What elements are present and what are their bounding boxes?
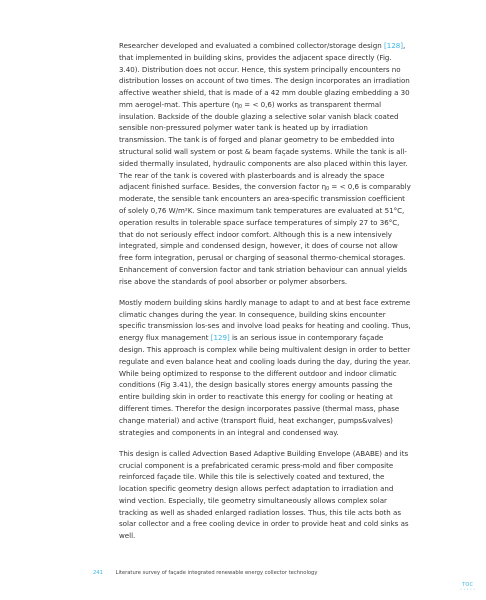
toc-dots: • • • • •: [460, 587, 476, 591]
subscript: 0: [326, 187, 330, 193]
text-run: is an serious issue in contemporary façade design. This approach is complex while being multivalent design in order to better regulate and even balance heat and cooling loads during the day, during the year. While being optimized to response to the different outdoor and indoor climatic conditions (Fig 3.41), the design basically stores energy amounts passing the entire building skin in order to reactivate this energy for cooling or heating at different times. Therefor the design incorporates passive (thermal mass, phase change material) and active (transport fluid, heat exchanger, pumps&valves) strategies and components in an integral and condensed way.: [119, 333, 411, 437]
citation-link[interactable]: [129]: [210, 333, 230, 343]
text-run: Researcher developed and evaluated a combined collector/storage design: [119, 41, 384, 50]
subscript: 0: [239, 105, 243, 111]
toc-link[interactable]: [460, 582, 475, 591]
citation-link[interactable]: [128]: [383, 41, 403, 50]
paragraph: [119, 297, 411, 438]
page-number: 241: [93, 570, 103, 576]
text-run: Mostly modern building skins hardly manage to adapt to and at best face extreme climatic changes during the year. In consequence, building skins encounter specific transmission los-ses and involve load peaks for heating and cooling. Thus, energy flux management: [119, 297, 411, 343]
text-run: = < 0,6) works as transparent thermal insulation. Backside of the double glazing a selective solar vanish black coated sensible non-pressured polymer water tank is heated up by irradiation transmission. The tank is of forged and planar geometry to be embedded into structural solid wall system or post & beam façade systems. While the tank is all-sided thermally insulated, hydraulic components are also placed within this layer. The rear of the tank is covered with plasterboards and is already the space adjacent finished surface. Besides, the conversion factor η: [119, 99, 408, 192]
running-title: Literature survey of façade integrated renewable energy collector technology: [115, 570, 318, 576]
text-run: , that implemented in building skins, provides the adjacent space directly (Fig. 3.40). Distribution does not occur. Hence, this system principally encounters no distribution losses on account of two times. The design incorporates an irradiation affective weather shield, that is made of a 42 mm double glazing embedding a 30 mm aerogel-mat. This aperture (η: [119, 41, 410, 109]
text-run: = < 0,6 is comparably moderate, the sensible tank encounters an area-specific transmission coefficient of solely 0,76 W/m²K. Since maximum tank temperatures are evaluated at 51°C, operation results in tolerable space surface temperatures of simply 27 to 36°C, that do not seriously effect indoor comfort. Although this is a new intensively integrated, simple and condensed design, however, it does of course not allow free form integration, perusal or charging of seasonal thermo-chemical storages. Enhancement of conversion factor and tank striation behaviour can annual yields rise above the standards of pool absorber or polymer absorbers.: [119, 182, 411, 286]
text-run: This design is called Advection Based Adaptive Building Envelope (ABABE) and its crucial component is a prefabricated ceramic press-mold and fiber composite reinforced façade tile. While this tile is selectively coated and textured, the location specific geometry design allows perfect adaptation to irradiation and wind vection. Especially, tile geometry simultaneously allows complex solar tracking as well as shaded enlarged radiation losses. Thus, this tile acts both as solar collector and a free cooling device in order to provide heat and cold sinks as well.: [119, 448, 409, 541]
paragraph: [119, 448, 411, 542]
paragraph: [119, 40, 411, 287]
page-footer: [93, 570, 317, 576]
toc-label: TOC: [462, 582, 474, 588]
body-text: [119, 40, 411, 552]
